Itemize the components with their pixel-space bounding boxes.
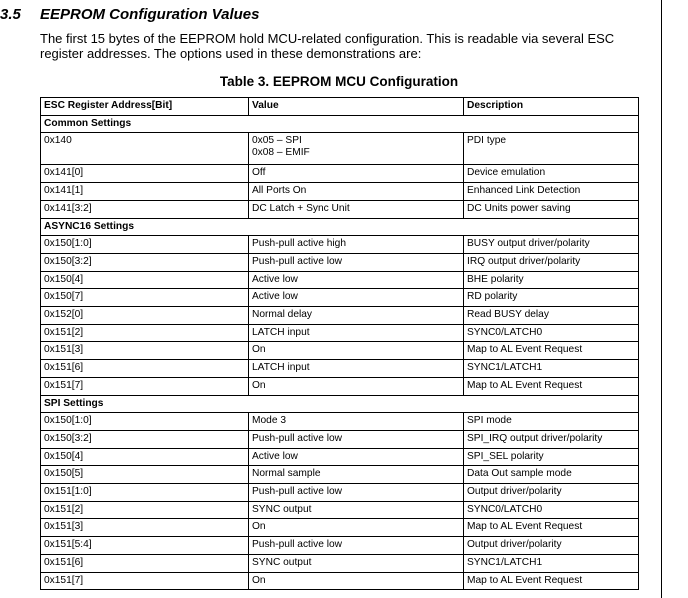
cell-address: 0x151[5:4] [41, 537, 249, 555]
cell-address: 0x151[3] [41, 519, 249, 537]
section-label: Common Settings [41, 115, 639, 133]
cell-value: Active low [249, 448, 464, 466]
table-section-row [41, 115, 639, 133]
cell-description: SPI mode [464, 413, 639, 431]
cell-description: Map to AL Event Request [464, 519, 639, 537]
cell-address: 0x141[3:2] [41, 200, 249, 218]
cell-address: 0x152[0] [41, 307, 249, 325]
cell-value: SYNC output [249, 501, 464, 519]
table-row [41, 484, 639, 502]
table-header-row [41, 98, 639, 116]
cell-address: 0x151[7] [41, 377, 249, 395]
table-row [41, 448, 639, 466]
table-caption: Table 3. EEPROM MCU Configuration [219, 74, 459, 89]
cell-description: Read BUSY delay [464, 307, 639, 325]
cell-value: LATCH input [249, 360, 464, 378]
cell-description: BHE polarity [464, 271, 639, 289]
table-section-row [41, 218, 639, 236]
section-number: 3.5 [0, 6, 21, 23]
cell-value-line: 0x05 – SPI [252, 135, 302, 147]
cell-value: Push-pull active low [249, 253, 464, 271]
page-margin-rule [661, 0, 662, 598]
table-row [41, 236, 639, 254]
eeprom-config-table [40, 97, 639, 590]
cell-value: SYNC output [249, 554, 464, 572]
cell-address: 0x141[1] [41, 183, 249, 201]
section-title: EEPROM Configuration Values [40, 6, 260, 23]
cell-address: 0x151[7] [41, 572, 249, 590]
cell-description: SYNC0/LATCH0 [464, 324, 639, 342]
table-row [41, 413, 639, 431]
cell-description: Enhanced Link Detection [464, 183, 639, 201]
table-row [41, 183, 639, 201]
cell-description: Output driver/polarity [464, 537, 639, 555]
cell-description: BUSY output driver/polarity [464, 236, 639, 254]
section-label: SPI Settings [41, 395, 639, 413]
cell-address: 0x150[3:2] [41, 253, 249, 271]
section-label: ASYNC16 Settings [41, 218, 639, 236]
cell-value: Push-pull active low [249, 484, 464, 502]
cell-address: 0x150[7] [41, 289, 249, 307]
cell-description: PDI type [464, 133, 639, 165]
table-row [41, 307, 639, 325]
cell-description: Data Out sample mode [464, 466, 639, 484]
cell-value: Active low [249, 289, 464, 307]
cell-address: 0x151[6] [41, 554, 249, 572]
cell-value: Normal sample [249, 466, 464, 484]
table-row [41, 572, 639, 590]
cell-value: On [249, 342, 464, 360]
table-row [41, 501, 639, 519]
cell-description: Device emulation [464, 165, 639, 183]
cell-value: All Ports On [249, 183, 464, 201]
cell-value: Off [249, 165, 464, 183]
cell-address: 0x151[3] [41, 342, 249, 360]
cell-description: SPI_SEL polarity [464, 448, 639, 466]
cell-description: Output driver/polarity [464, 484, 639, 502]
cell-address: 0x150[1:0] [41, 413, 249, 431]
cell-description: Map to AL Event Request [464, 572, 639, 590]
cell-address: 0x150[3:2] [41, 430, 249, 448]
cell-address: 0x141[0] [41, 165, 249, 183]
cell-value [249, 133, 464, 165]
table-row [41, 342, 639, 360]
cell-address: 0x151[2] [41, 324, 249, 342]
table-row [41, 537, 639, 555]
table-row [41, 165, 639, 183]
cell-address: 0x151[1:0] [41, 484, 249, 502]
cell-value: Push-pull active low [249, 430, 464, 448]
table-row [41, 430, 639, 448]
cell-description: SYNC1/LATCH1 [464, 360, 639, 378]
cell-address: 0x150[4] [41, 448, 249, 466]
cell-value: On [249, 572, 464, 590]
section-paragraph: The first 15 bytes of the EEPROM hold MCU-related configuration. This is readable via several ESC register addresses. The options used in these demonstrations are: [40, 31, 615, 61]
table-row [41, 133, 639, 165]
table-row [41, 324, 639, 342]
cell-value: Normal delay [249, 307, 464, 325]
header-description: Description [464, 98, 639, 116]
table-row [41, 200, 639, 218]
table-row [41, 360, 639, 378]
table-row [41, 377, 639, 395]
cell-address: 0x151[2] [41, 501, 249, 519]
cell-value: On [249, 377, 464, 395]
cell-value: LATCH input [249, 324, 464, 342]
cell-value: DC Latch + Sync Unit [249, 200, 464, 218]
cell-description: Map to AL Event Request [464, 377, 639, 395]
cell-value: On [249, 519, 464, 537]
cell-value: Push-pull active high [249, 236, 464, 254]
cell-address: 0x150[1:0] [41, 236, 249, 254]
cell-description: IRQ output driver/polarity [464, 253, 639, 271]
cell-address: 0x150[4] [41, 271, 249, 289]
table-row [41, 289, 639, 307]
cell-address: 0x151[6] [41, 360, 249, 378]
table-body [41, 115, 639, 590]
cell-description: RD polarity [464, 289, 639, 307]
cell-value: Active low [249, 271, 464, 289]
cell-value-line: 0x08 – EMIF [252, 147, 310, 159]
cell-description: DC Units power saving [464, 200, 639, 218]
cell-value: Push-pull active low [249, 537, 464, 555]
cell-description: SYNC0/LATCH0 [464, 501, 639, 519]
header-address: ESC Register Address[Bit] [41, 98, 249, 116]
table-section-row [41, 395, 639, 413]
table-row [41, 253, 639, 271]
table-row [41, 554, 639, 572]
cell-address: 0x150[5] [41, 466, 249, 484]
cell-description: SPI_IRQ output driver/polarity [464, 430, 639, 448]
table-row [41, 519, 639, 537]
cell-address: 0x140 [41, 133, 249, 165]
header-value: Value [249, 98, 464, 116]
table-row [41, 466, 639, 484]
cell-value: Mode 3 [249, 413, 464, 431]
table-row [41, 271, 639, 289]
cell-description: SYNC1/LATCH1 [464, 554, 639, 572]
cell-description: Map to AL Event Request [464, 342, 639, 360]
